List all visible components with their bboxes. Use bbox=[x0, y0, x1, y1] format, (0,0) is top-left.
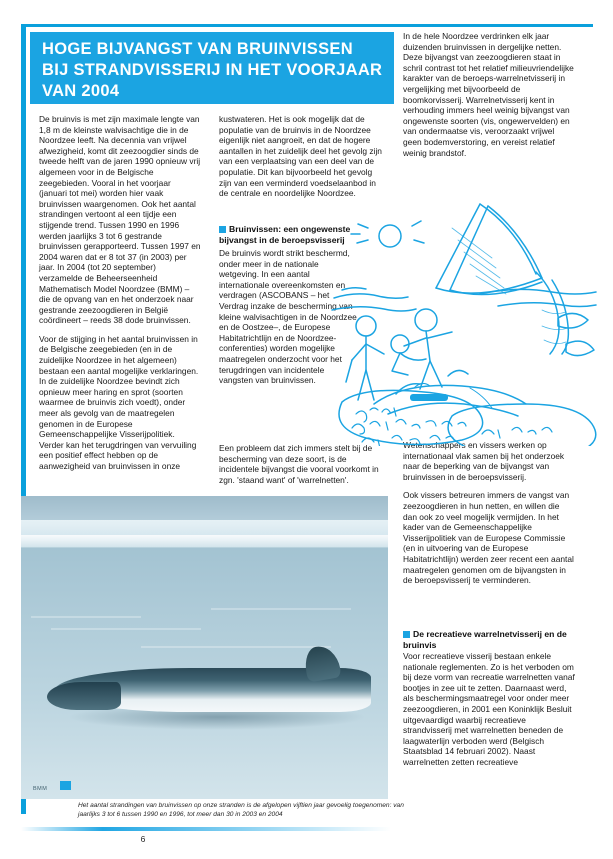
paragraph: In de hele Noordzee verdrinken elk jaar duizenden bruinvissen in dergelijke netten. Deze bijvangst van zeezoogdieren staat in schril contrast tot het relatief milieuvriendelijke karakter van de beroeps-warrelnetvisserij in vergelijking met bijvoorbeeld de boomkorvisserij. Warrelnetvisserij kent in verhouding immers heel weinig bijvangst van ongewenste soorten (vis, ongewervelden) en van ondermaatse vis, veroorzaakt vrijwel geen bodemverstoring, en vereist relatief weinig brandstof. bbox=[403, 31, 574, 158]
bullet-square-icon bbox=[403, 631, 410, 638]
sea-line bbox=[332, 307, 416, 311]
sand-streak bbox=[51, 628, 201, 630]
photo-surf-foam bbox=[21, 535, 388, 547]
photo-credit: BMM bbox=[33, 786, 48, 792]
section-heading-text: Bruinvissen: een ongewenste bijvangst in de beroepsvisserij bbox=[219, 224, 351, 246]
paragraph: kustwateren. Het is ook mogelijk dat de populatie van de bruinvis in de Noordzee eigenlijk niet aangroeit, en dat de hogere aantallen in het zuidelijk deel het gevolg zijn van een verplaatsing van een deel van de populatie. Dit kan bijvoorbeeld het gevolg zijn van een verminderd voedselaanbod in de centrale en noordelijke Noordzee. bbox=[219, 114, 382, 199]
porpoise-subject bbox=[47, 646, 377, 738]
porpoise-dorsal-fin bbox=[302, 643, 341, 682]
body-column-3-top bbox=[403, 31, 575, 166]
person-figure-center bbox=[404, 309, 452, 389]
speech-bubble-right bbox=[448, 404, 596, 446]
paragraph: De bruinvis is met zijn maximale lengte van 1,8 m de kleinste walvisachtige die in de Noordzee leeft. Na decennia van vrijwel afwezigheid, komt dit zeezoogdier sinds de tweede helft van de jaren 1990 opnieuw vrij algemeen voor in de Belgische zeegebieden. Vooral in het voorjaar (januari tot mei) worden hier vaak bruinvissen waargenomen. Ook het aantal strandingen vertoont al een tijdje een stijgende trend. Tussen 1990 en 1996 werden jaarlijks 3 tot 6 gestrande bruinvissen gerapporteerd. Tussen 1997 en 2004 waren dat er 8 tot 37 (in 2003) per jaar. In 2004 (tot 20 september) verzamelde de Beheerseenheid Mathematisch Model Noordzee (BMM) – die de opvang van en het onderzoek naar gestrande zeezoogdieren in België coördineert – reeds 38 dode bruinvissen. bbox=[39, 114, 201, 326]
bottom-rule bbox=[21, 827, 391, 831]
section-heading-recreatieve bbox=[403, 629, 578, 652]
page-headline-banner bbox=[30, 32, 394, 104]
speech-bubble-handwriting bbox=[352, 408, 552, 446]
paragraph: De bruinvis wordt strikt beschermd, onder meer in de nationale wetgeving. In een aantal internationale overeenkomsten en verdragen (ASCOBANS – het Verdrag inzake de bescherming van kleine walvisachtigen in de Noordzee en de Oostzee–, de Europese Habitatrichtlijn en de Noordzee-conferenties) worden mogelijke maatregelen onderzocht voor het terugdringen van incidentele vangsten van bruinvissen. bbox=[219, 248, 357, 386]
sea-line bbox=[498, 303, 596, 307]
bullet-square-icon bbox=[219, 226, 226, 233]
body-column-3-middle bbox=[403, 440, 575, 594]
paragraph: Voor de stijging in het aantal bruinvissen in de Belgische zeegebieden (en in de zuidelijke Noordzee in het algemeen) bestaan een aantal mogelijke verklaringen. In de zuidelijke Noordzee bevindt zich opnieuw meer haring en sprot (soorten waarmee de bruinvis zich voedt), onder meer als gevolg van de maatregelen genomen in de Europese Gemeenschappelijke Visserijpolitiek. Verder kan het terugdringen van vervuiling een positief effect hebben op de aanwezigheid van bruinvissen in onze bbox=[39, 333, 199, 471]
cartoon-illustration bbox=[330, 198, 598, 446]
page-title-line-1: HOGE BIJVANGST VAN BRUINVISSEN bbox=[42, 40, 353, 58]
top-rule bbox=[21, 24, 593, 27]
person-figure-left bbox=[346, 316, 384, 400]
body-column-3-bottom bbox=[403, 651, 575, 776]
person-figure-kneeling bbox=[391, 335, 426, 375]
porpoise-head bbox=[47, 682, 121, 710]
cartoon-porpoise bbox=[374, 370, 526, 416]
paragraph: Voor recreatieve visserij bestaan enkele nationale reglementen. Zo is het verboden om bij deze vorm van recreatie warrelnetten vanaf bootjes in zee uit te zetten. Daarnaast werd, als beschermingsmaatregel voor onder meer zeezoogdieren, in 2001 een Koninklijk Besluit uitgevaardigd waarbij recreatieve strandvisserij met warrelnetten beneden de laagwaterlijn verboden werd (Belgisch Staatsblad 14 februari 2002). Naast warrelnetten zetten recreatieve bbox=[403, 651, 575, 767]
body-column-1 bbox=[39, 114, 201, 480]
sun-icon bbox=[351, 221, 424, 247]
caption-bullet-square-icon bbox=[60, 781, 71, 790]
fishing-net-frame bbox=[436, 204, 594, 356]
paragraph: Ook vissers betreuren immers de vangst van zeezoogdieren in hun netten, en willen die dan ook zo veel mogelijk vermijden. In het kader van de Gemeenschappelijke Visserijpolitiek van de Europese Commissie (en in uitvoering van de Europese Habitatrichtlijn) werden zeer recent een aantal maatregelen genomen om de bijvangsten in de beroepsvisserij te verminderen. bbox=[403, 490, 574, 586]
section-heading-text: De recreatieve warrelnetvisserij en de bruinvis bbox=[403, 629, 567, 651]
page-title-line-3: VAN 2004 bbox=[42, 82, 120, 100]
paragraph: Een probleem dat zich immers stelt bij de bescherming van deze soort, is de incidentele bijvangst die vooral voorkomt in zgn. 'staand want' of 'warrelnetten'. bbox=[219, 443, 379, 485]
sea-line bbox=[342, 288, 366, 290]
photo-stranded-porpoise bbox=[21, 496, 388, 799]
photo-sky bbox=[21, 496, 388, 523]
body-column-2-top bbox=[219, 114, 382, 207]
photo-caption: Het aantal strandingen van bruinvissen op onze stranden is de afgelopen vijftien jaar gevoelig toegenomen: van jaarlijks 3 tot 6 tussen 1990 en 1996, tot meer dan 30 in 2003 en 2004 bbox=[78, 802, 404, 818]
sea-line bbox=[334, 294, 408, 298]
page-title bbox=[42, 39, 384, 102]
page-title-line-2: BIJ STRANDVISSERIJ IN HET VOORJAAR bbox=[42, 61, 383, 79]
body-column-2-bottom bbox=[219, 443, 382, 493]
sand-streak bbox=[31, 616, 141, 618]
page-number: 6 bbox=[140, 834, 146, 844]
paragraph: Wetenschappers en vissers werken op internationaal vlak samen bij het onderzoek naar de beperking van de bijvangst van bruinvissen in de beroepsvisserij. bbox=[403, 440, 565, 482]
sand-streak bbox=[211, 608, 351, 610]
